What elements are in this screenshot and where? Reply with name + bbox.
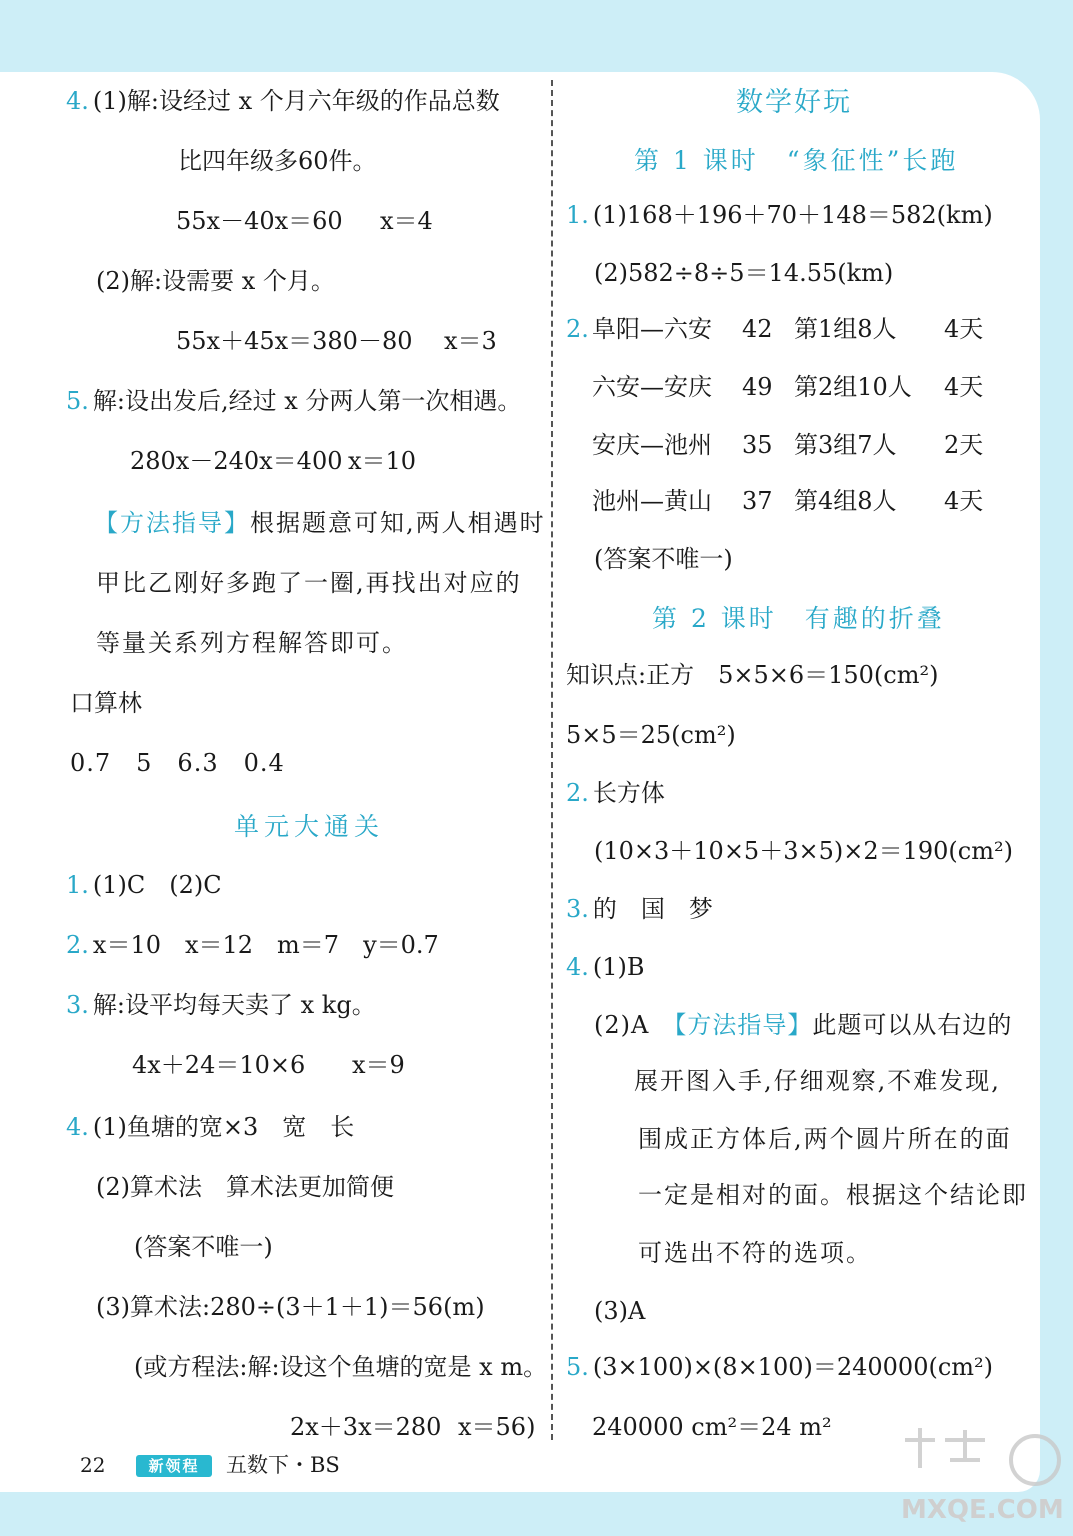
- knowledge-point-line-2: 5×5＝25(cm²): [566, 721, 736, 749]
- s4-2-line-3: 围成正方体后,两个圆片所在的面: [638, 1125, 1012, 1153]
- equation: 280x－240x＝400: [130, 447, 343, 475]
- unit-section-title: 单元大通关: [234, 812, 385, 841]
- u3-equation: [132, 1050, 405, 1080]
- q4-1-equation: [176, 206, 433, 236]
- route-row: [592, 314, 983, 344]
- route: 六安—安庆: [592, 373, 712, 401]
- r2-number: [566, 314, 593, 344]
- days: 2天: [944, 431, 984, 459]
- distance: 49: [742, 373, 773, 401]
- method-tip-line-1: [94, 508, 546, 538]
- knowledge-point-line: 知识点:正方 5×5×6＝150(cm²): [566, 661, 939, 689]
- question-number: 5.: [66, 387, 89, 415]
- days: 4天: [944, 315, 984, 343]
- q4-2-equation: [176, 326, 497, 356]
- distance: 42: [742, 315, 773, 343]
- brand-badge: 新领程: [136, 1455, 212, 1477]
- u3-line: [66, 990, 376, 1020]
- question-text: 解:设出发后,经过 x 分两人第一次相遇。: [92, 387, 522, 415]
- solution: x＝4: [380, 207, 433, 235]
- r2-note: (答案不唯一): [594, 545, 733, 573]
- s5-line: [566, 1352, 993, 1382]
- question-number: 2.: [566, 779, 589, 807]
- q4-1-continuation: 比四年级多60件。: [178, 147, 377, 175]
- s4-2-line-1: [594, 1010, 1012, 1040]
- question-number: 3.: [66, 991, 89, 1019]
- equation: 4x＋24＝10×6: [132, 1051, 306, 1079]
- question-text: 解:设平均每天卖了 x kg。: [92, 991, 376, 1019]
- question-text: (1)C (2)C: [92, 871, 222, 899]
- question-text: 长方体: [592, 779, 665, 807]
- s4-1-line: [566, 952, 645, 982]
- s5-conversion: 240000 cm²＝24 m²: [592, 1413, 832, 1441]
- s3-line: [566, 894, 713, 924]
- method-tip-text: 此题可以从右边的: [812, 1011, 1013, 1039]
- equation: 2x＋3x＝280: [290, 1413, 442, 1441]
- u4-3-alternative: (或方程法:解:设这个鱼塘的宽是 x m。: [134, 1353, 548, 1381]
- distance: 35: [742, 431, 773, 459]
- r1-2-line: (2)582÷8÷5＝14.55(km): [594, 259, 894, 287]
- u4-1-line: [66, 1112, 354, 1142]
- group: 第3组7人: [794, 431, 897, 459]
- question-number: 4.: [566, 953, 589, 981]
- method-tip-line-3: 等量关系列方程解答即可。: [96, 629, 408, 657]
- route-row: [592, 486, 983, 516]
- q4-2-line: (2)解:设需要 x 个月。: [96, 267, 335, 295]
- q5-line: [66, 386, 521, 416]
- question-number: 5.: [566, 1353, 589, 1381]
- u4-2-note: (答案不唯一): [134, 1233, 273, 1261]
- question-text: (1)168＋196＋70＋148＝582(km): [592, 201, 993, 229]
- route: 安庆—池州: [592, 431, 712, 459]
- route: 池州—黄山: [592, 487, 712, 515]
- route-row: [592, 430, 983, 460]
- u4-2-line: (2)算术法 算术法更加简便: [96, 1173, 394, 1201]
- group: 第4组8人: [794, 487, 897, 515]
- days: 4天: [944, 373, 984, 401]
- solution: x＝56): [458, 1413, 536, 1441]
- question-number: 1.: [566, 201, 589, 229]
- oral-calc-title: 口算林: [70, 689, 142, 717]
- r1-1-line: [566, 200, 993, 230]
- section-title: 数学好玩: [736, 87, 852, 118]
- s4-2-line-5: 可选出不符的选项。: [638, 1239, 872, 1267]
- s4-3-line: (3)A: [594, 1297, 646, 1325]
- s4-2-line-4: 一定是相对的面。根据这个结论即: [638, 1181, 1028, 1209]
- oral-calc-answers: 0.7 5 6.3 0.4: [70, 749, 285, 777]
- answer: (2)A: [594, 1011, 675, 1039]
- s4-2-line-2: 展开图入手,仔细观察,不难发现,: [634, 1067, 1001, 1095]
- u4-3-line: (3)算术法:280÷(3＋1＋1)＝56(m): [96, 1293, 485, 1321]
- question-text: (3×100)×(8×100)＝240000(cm²): [592, 1353, 994, 1381]
- page-number: 22: [80, 1453, 106, 1477]
- lesson-2-title: 第 2 课时 有趣的折叠: [652, 604, 945, 633]
- method-tip-line-2: 甲比乙刚好多跑了一圈,再找出对应的: [96, 569, 522, 597]
- solution: x＝9: [352, 1051, 405, 1079]
- question-number: 3.: [566, 895, 589, 923]
- route-row: [592, 372, 983, 402]
- solution: x＝10: [348, 447, 417, 475]
- q5-equation: [130, 446, 416, 476]
- q4-1-line: [66, 86, 500, 116]
- u2-line: [66, 930, 439, 960]
- days: 4天: [944, 487, 984, 515]
- question-number: 4.: [66, 1113, 89, 1141]
- question-text: (1)鱼塘的宽×3 宽 长: [92, 1113, 355, 1141]
- group: 第1组8人: [794, 315, 897, 343]
- solution: x＝3: [444, 327, 497, 355]
- question-text: 的 国 梦: [592, 895, 713, 923]
- group: 第2组10人: [794, 373, 912, 401]
- question-number: 2.: [66, 931, 89, 959]
- grade-label: 五数下・BS: [226, 1453, 340, 1477]
- s2-equation: (10×3＋10×5＋3×5)×2＝190(cm²): [594, 837, 1013, 865]
- question-number: 4.: [66, 87, 89, 115]
- u1-line: [66, 870, 222, 900]
- equation: 55x－40x＝60: [176, 207, 343, 235]
- column-divider: [551, 80, 553, 1440]
- lesson-1-title: 第 1 课时 “象征性”长跑: [634, 146, 959, 175]
- watermark-logo: [895, 1420, 1070, 1535]
- watermark-text: MXQE.COM: [901, 1495, 1064, 1525]
- question-number: 2.: [566, 315, 589, 343]
- method-tip-tag: 【方法指导】: [94, 509, 250, 537]
- question-number: 1.: [66, 871, 89, 899]
- question-text: (1)解:设经过 x 个月六年级的作品总数: [92, 87, 500, 115]
- u4-3-equation: [290, 1412, 535, 1442]
- equation: 55x＋45x＝380－80: [176, 327, 413, 355]
- question-text: (1)B: [592, 953, 645, 981]
- s2-line: [566, 778, 665, 808]
- method-tip-text: 根据题意可知,两人相遇时: [250, 509, 546, 537]
- method-tip-tag: 【方法指导】: [674, 1011, 813, 1039]
- distance: 37: [742, 487, 773, 515]
- route: 阜阳—六安: [592, 315, 712, 343]
- question-text: x＝10 x＝12 m＝7 y＝0.7: [92, 931, 439, 959]
